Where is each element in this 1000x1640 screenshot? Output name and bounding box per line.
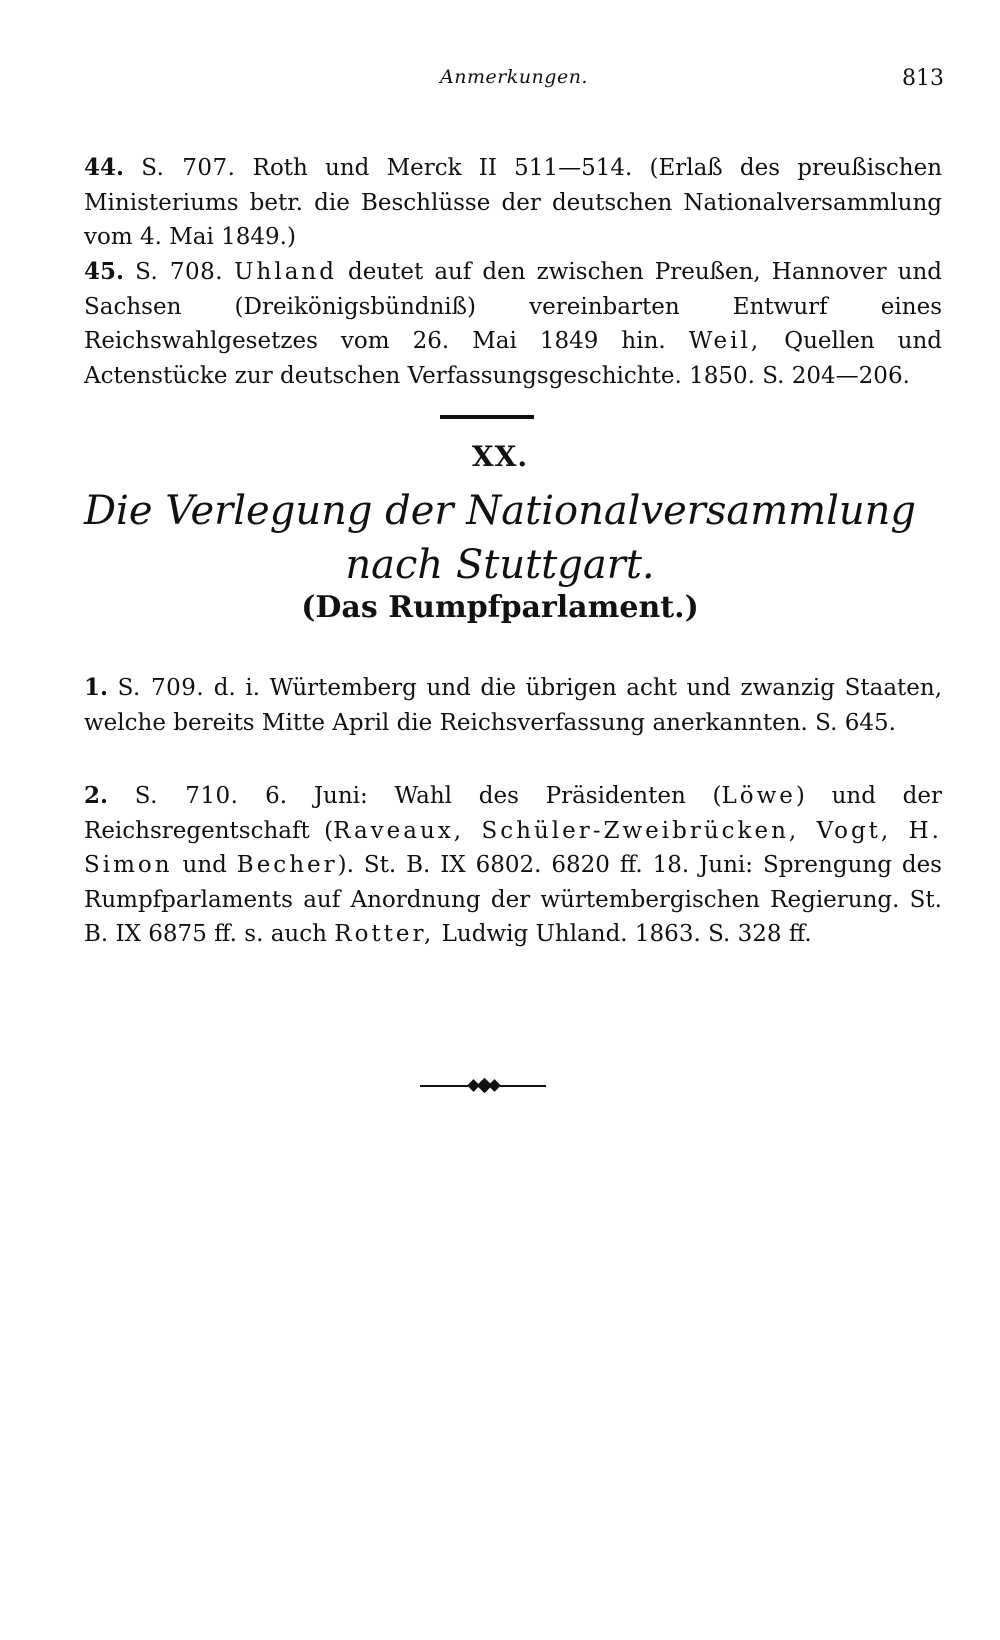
note-text: deutet auf den zwischen Preußen, Hannover und Sachsen (Dreikönigsbündniß) vereinbarten Entwurf eines Reichswahlgesetzes vom 26. Mai 1849 hin. bbox=[84, 259, 943, 354]
page-number: 813 bbox=[902, 66, 944, 91]
person-name: Becher bbox=[236, 852, 338, 878]
note-text: 6. Juni: Wahl des Präsidenten ( bbox=[265, 783, 722, 809]
running-head-title: Anmerkungen. bbox=[440, 66, 588, 88]
note-number: 45. bbox=[84, 258, 125, 285]
note-text: und bbox=[172, 852, 237, 878]
ornament-diamonds bbox=[468, 1079, 500, 1093]
note-text: Roth und Merck II 511—514. (Erlaß des preußischen Ministeriums betr. die Beschlüsse der deutschen Nationalversammlung vom 4. Mai 1849.) bbox=[84, 155, 943, 250]
end-ornament bbox=[420, 1079, 546, 1093]
note-text: ). St. B. IX 6802. 6820 ff. 18. Juni: Sprengung des Rumpfparlaments auf Anordnung der würtembergischen Regierung. St. B. IX 6875 ff. s. auch bbox=[84, 852, 942, 947]
chapter-title-line: Die Verlegung der Nationalversammlung bbox=[83, 488, 917, 534]
note-text: ) und der Reichsregentschaft ( bbox=[84, 783, 943, 844]
note-page-ref: S. 708. bbox=[135, 259, 224, 285]
author-name: Weil, bbox=[688, 328, 762, 354]
note-page-ref: S. 707. bbox=[141, 155, 236, 181]
endnote-44 bbox=[84, 151, 942, 255]
endnote-2 bbox=[84, 779, 942, 952]
note-number: 44. bbox=[84, 154, 125, 181]
note-number: 1. bbox=[84, 674, 109, 701]
endnote-1 bbox=[84, 671, 942, 740]
section-number: XX. bbox=[471, 440, 529, 473]
note-text: d. i. Würtemberg und die übrigen acht und zwanzig Staaten, welche bereits Mitte April die Reichsverfassung anerkannten. S. 645. bbox=[84, 675, 943, 736]
note-page-ref: S. 709. bbox=[117, 675, 205, 701]
note-text: Ludwig Uhland. 1863. S. 328 ff. bbox=[434, 921, 812, 947]
running-head bbox=[0, 66, 1000, 96]
chapter-subtitle: (Das Rumpfparlament.) bbox=[301, 590, 699, 625]
ornament-diamond bbox=[488, 1079, 501, 1092]
note-number: 2. bbox=[84, 782, 109, 809]
author-name: Uhland bbox=[234, 259, 337, 285]
chapter-title bbox=[0, 484, 1000, 592]
chapter-title-line: nach Stuttgart. bbox=[345, 542, 655, 588]
note-text: Quellen und Actenstücke zur deutschen Verfassungsgeschichte. 1850. S. 204—206. bbox=[84, 328, 943, 389]
ornament-rule-right bbox=[500, 1085, 546, 1087]
note-page-ref: S. 710. bbox=[134, 783, 239, 809]
person-name: Löwe bbox=[721, 783, 796, 809]
endnote-45 bbox=[84, 255, 942, 393]
section-divider-rule bbox=[440, 415, 534, 419]
ornament-rule-left bbox=[420, 1085, 468, 1087]
person-name: Raveaux, Schüler-Zweibrücken, Vogt, H. Simon bbox=[84, 817, 942, 878]
person-name: Rotter, bbox=[334, 921, 435, 947]
